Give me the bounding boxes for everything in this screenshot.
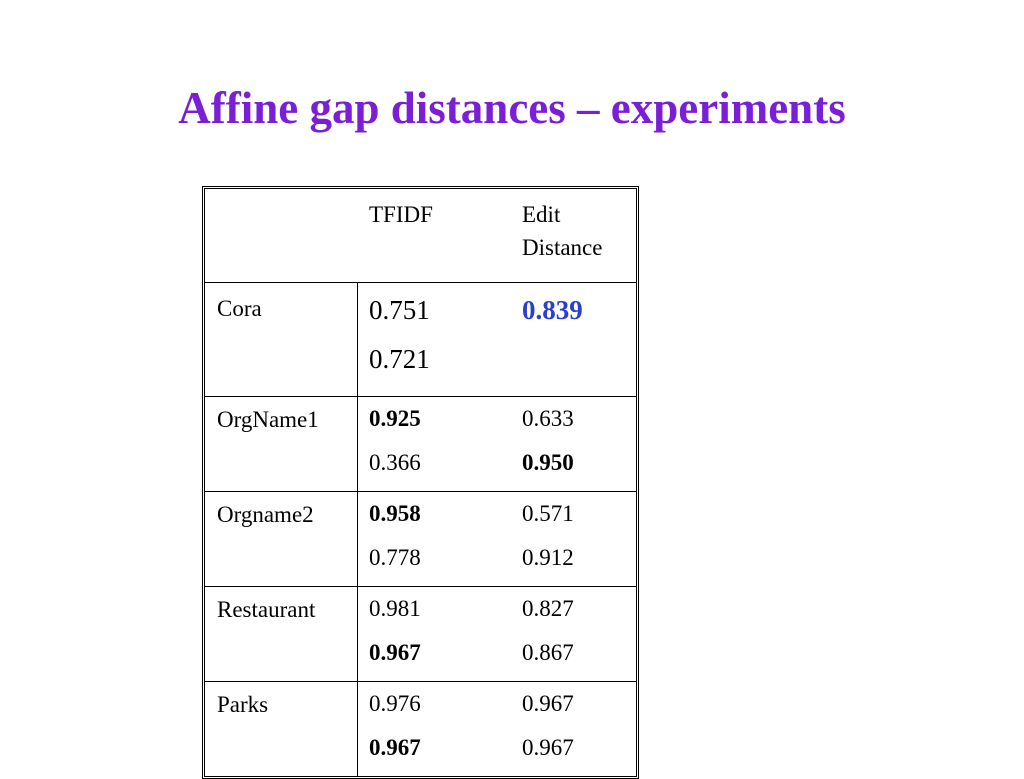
header-tfidf-label: TFIDF <box>369 202 433 227</box>
edit-distance-value: 0.827 <box>522 596 574 621</box>
slide-title: Affine gap distances – experiments <box>178 83 846 133</box>
results-table <box>202 186 639 779</box>
table-row <box>205 682 636 776</box>
edit-distance-value: 0.571 <box>522 501 574 526</box>
edit-distance-cell <box>511 682 636 776</box>
tfidf-value: 0.721 <box>369 344 430 374</box>
tfidf-cell <box>358 492 511 587</box>
tfidf-value: 0.967 <box>369 735 421 760</box>
tfidf-value: 0.366 <box>369 450 421 475</box>
edit-distance-value <box>522 335 636 384</box>
dataset-name: Restaurant <box>217 597 316 622</box>
dataset-cell <box>205 682 358 776</box>
dataset-name: Cora <box>217 296 262 321</box>
tfidf-value: 0.751 <box>369 295 430 325</box>
edit-distance-value: 0.867 <box>522 640 574 665</box>
header-edit-distance-label: Edit Distance <box>522 202 603 260</box>
tfidf-cell <box>358 587 511 682</box>
edit-distance-value: 0.950 <box>522 450 574 475</box>
edit-distance-value: 0.967 <box>522 691 574 716</box>
tfidf-value: 0.958 <box>369 501 421 526</box>
results-table-container <box>202 186 639 779</box>
table-row <box>205 587 636 682</box>
table-row <box>205 397 636 492</box>
tfidf-value: 0.967 <box>369 640 421 665</box>
tfidf-cell <box>358 397 511 492</box>
edit-distance-cell <box>511 492 636 587</box>
tfidf-cell <box>358 283 511 397</box>
table-row <box>205 283 636 397</box>
dataset-name: Orgname2 <box>217 502 314 527</box>
edit-distance-value: 0.967 <box>522 735 574 760</box>
dataset-cell <box>205 492 358 587</box>
dataset-name: OrgName1 <box>217 407 319 432</box>
dataset-cell <box>205 283 358 397</box>
tfidf-value: 0.981 <box>369 596 421 621</box>
table-row <box>205 492 636 587</box>
edit-distance-cell <box>511 397 636 492</box>
edit-distance-value: 0.912 <box>522 545 574 570</box>
tfidf-value: 0.976 <box>369 691 421 716</box>
edit-distance-value: 0.839 <box>522 295 583 325</box>
dataset-cell <box>205 587 358 682</box>
header-edit-distance-cell <box>511 189 636 283</box>
edit-distance-cell <box>511 283 636 397</box>
tfidf-value: 0.778 <box>369 545 421 570</box>
edit-distance-cell <box>511 587 636 682</box>
header-tfidf-cell <box>358 189 511 283</box>
header-dataset-cell <box>205 189 358 283</box>
dataset-cell <box>205 397 358 492</box>
table-header-row <box>205 189 636 283</box>
edit-distance-value: 0.633 <box>522 406 574 431</box>
tfidf-value: 0.925 <box>369 406 421 431</box>
dataset-name: Parks <box>217 692 269 717</box>
tfidf-cell <box>358 682 511 776</box>
